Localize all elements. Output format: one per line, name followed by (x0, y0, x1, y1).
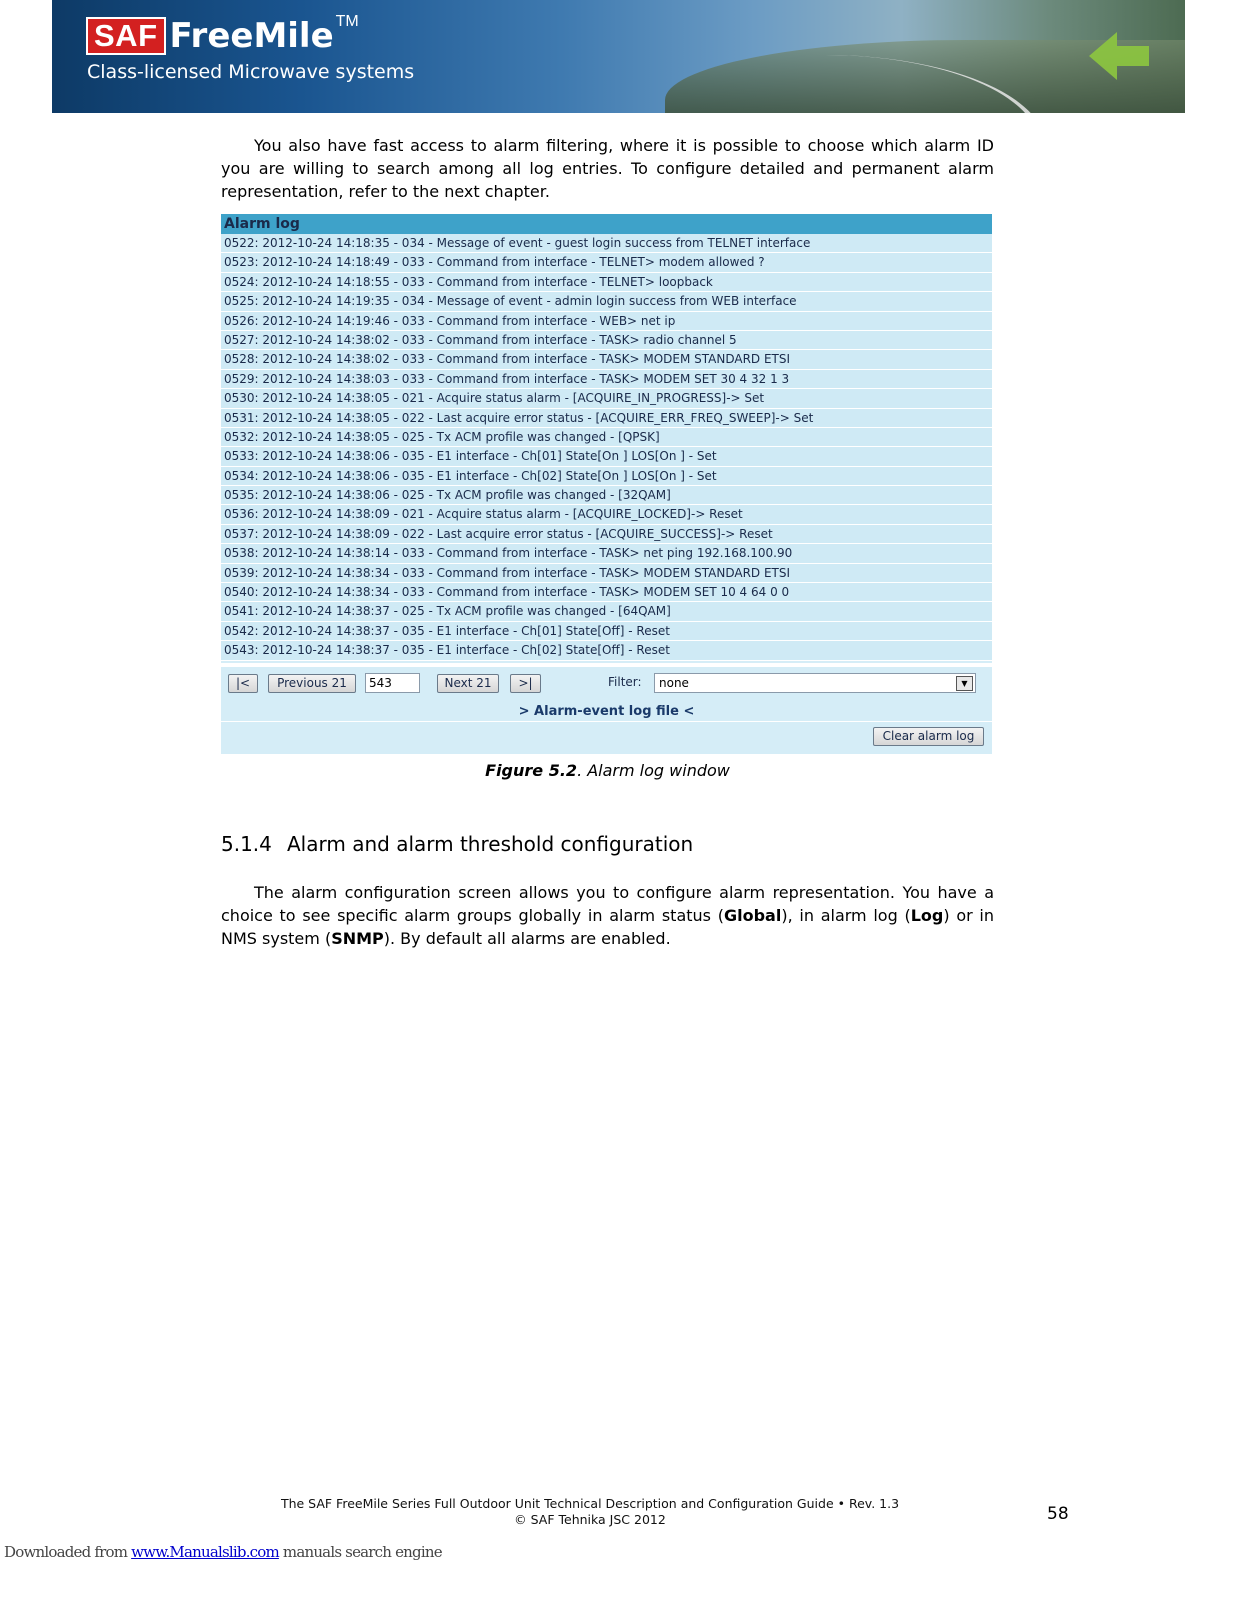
alarm-log-navigation (221, 667, 992, 697)
first-page-button[interactable]: |< (228, 674, 258, 693)
header-banner (52, 0, 1185, 113)
body-bold-snmp: SNMP (331, 929, 384, 948)
saf-freemile-logo (86, 13, 359, 56)
page-number-input[interactable]: 543 (365, 673, 420, 693)
log-row: 0529: 2012-10-24 14:38:03 - 033 - Command from interface - TASK> MODEM SET 30 4 32 1 3 (221, 370, 992, 389)
watermark-suffix: manuals search engine (278, 1543, 442, 1561)
log-row: 0535: 2012-10-24 14:38:06 - 025 - Tx ACM profile was changed - [32QAM] (221, 486, 992, 505)
log-row: 0523: 2012-10-24 14:18:49 - 033 - Command from interface - TELNET> modem allowed ? (221, 253, 992, 272)
logo-freemile: FreeMile (169, 16, 334, 56)
log-row: 0525: 2012-10-24 14:19:35 - 034 - Message of event - admin login success from WEB interface (221, 292, 992, 311)
footer-copyright: © SAF Tehnika JSC 2012 (514, 1512, 666, 1527)
log-row: 0539: 2012-10-24 14:38:34 - 033 - Command from interface - TASK> MODEM STANDARD ETSI (221, 564, 992, 583)
log-row: 0526: 2012-10-24 14:19:46 - 033 - Command from interface - WEB> net ip (221, 312, 992, 331)
log-row: 0530: 2012-10-24 14:38:05 - 021 - Acquire status alarm - [ACQUIRE_IN_PROGRESS]-> Set (221, 389, 992, 408)
download-watermark (4, 1543, 442, 1561)
body-text-2: ), in alarm log ( (781, 906, 911, 925)
log-row: 0532: 2012-10-24 14:38:05 - 025 - Tx ACM profile was changed - [QPSK] (221, 428, 992, 447)
intro-text: You also have fast access to alarm filtering, where it is possible to choose which alarm ID you are willing to search among all log entries. To configure detailed and permanent alarm representation, refer to the next chapter. (221, 136, 994, 201)
next-page-button[interactable]: Next 21 (437, 674, 499, 693)
section-number: 5.1.4 (221, 832, 272, 856)
log-row: 0527: 2012-10-24 14:38:02 - 033 - Command from interface - TASK> radio channel 5 (221, 331, 992, 350)
filter-label: Filter: (608, 674, 642, 689)
figure-caption-text: . Alarm log window (577, 761, 730, 780)
log-row: 0536: 2012-10-24 14:38:09 - 021 - Acquire status alarm - [ACQUIRE_LOCKED]-> Reset (221, 505, 992, 524)
page-number: 58 (1047, 1504, 1069, 1524)
alarm-log-list (221, 234, 992, 661)
log-row: 0543: 2012-10-24 14:38:37 - 035 - E1 interface - Ch[02] State[Off] - Reset (221, 641, 992, 660)
alarm-config-paragraph (221, 881, 994, 950)
left-arrow-icon[interactable] (1083, 30, 1153, 82)
logo-trademark: TM (335, 13, 359, 30)
logo-saf: SAF (86, 17, 166, 55)
alarm-log-window (221, 214, 992, 754)
log-row: 0522: 2012-10-24 14:18:35 - 034 - Message of event - guest login success from TELNET interface (221, 234, 992, 253)
log-row: 0524: 2012-10-24 14:18:55 - 033 - Command from interface - TELNET> loopback (221, 273, 992, 292)
filter-select[interactable] (654, 673, 976, 693)
log-row: 0538: 2012-10-24 14:38:14 - 033 - Command from interface - TASK> net ping 192.168.100.90 (221, 544, 992, 563)
log-row: 0542: 2012-10-24 14:38:37 - 035 - E1 interface - Ch[01] State[Off] - Reset (221, 622, 992, 641)
figure-caption (221, 761, 994, 780)
previous-page-button[interactable]: Previous 21 (268, 674, 356, 693)
body-bold-log: Log (910, 906, 944, 925)
chevron-down-icon[interactable]: ▼ (956, 676, 973, 691)
watermark-prefix: Downloaded from (4, 1543, 132, 1561)
alarm-log-title: Alarm log (221, 214, 992, 234)
log-row: 0531: 2012-10-24 14:38:05 - 022 - Last acquire error status - [ACQUIRE_ERR_FREQ_SWEEP]-> Set (221, 409, 992, 428)
log-row: 0528: 2012-10-24 14:38:02 - 033 - Command from interface - TASK> MODEM STANDARD ETSI (221, 350, 992, 369)
log-row: 0537: 2012-10-24 14:38:09 - 022 - Last acquire error status - [ACQUIRE_SUCCESS]-> Reset (221, 525, 992, 544)
section-title: Alarm and alarm threshold configuration (287, 832, 694, 856)
body-text-1: The alarm configuration screen allows you to configure alarm representation. You have a choice to see specific alarm groups globally in alarm status ( (221, 883, 994, 925)
filter-selected-value: none (659, 675, 689, 690)
section-heading (221, 832, 693, 856)
page-footer (190, 1496, 990, 1528)
manualslib-link[interactable]: www.Manualslib.com (131, 1543, 279, 1561)
last-page-button[interactable]: >| (510, 674, 541, 693)
clear-alarm-log-button[interactable]: Clear alarm log (873, 727, 984, 746)
body-bold-global: Global (723, 906, 782, 925)
log-row: 0533: 2012-10-24 14:38:06 - 035 - E1 interface - Ch[01] State[On ] LOS[On ] - Set (221, 447, 992, 466)
body-text-3: ) or in NMS system ( (221, 906, 995, 948)
alarm-event-log-file-link[interactable]: > Alarm-event log file < (518, 704, 695, 719)
intro-paragraph (221, 134, 994, 203)
log-row: 0540: 2012-10-24 14:38:34 - 033 - Command from interface - TASK> MODEM SET 10 4 64 0 0 (221, 583, 992, 602)
log-row: 0541: 2012-10-24 14:38:37 - 025 - Tx ACM profile was changed - [64QAM] (221, 602, 992, 621)
body-text-4: ). By default all alarms are enabled. (383, 929, 671, 948)
banner-subtitle: Class-licensed Microwave systems (87, 61, 415, 83)
log-row: 0534: 2012-10-24 14:38:06 - 035 - E1 interface - Ch[02] State[On ] LOS[On ] - Set (221, 467, 992, 486)
footer-title: The SAF FreeMile Series Full Outdoor Unit Technical Description and Configuration Guide • Rev. 1.3 (280, 1496, 900, 1511)
figure-caption-label: Figure 5.2 (485, 761, 578, 780)
log-file-separator (221, 721, 992, 722)
